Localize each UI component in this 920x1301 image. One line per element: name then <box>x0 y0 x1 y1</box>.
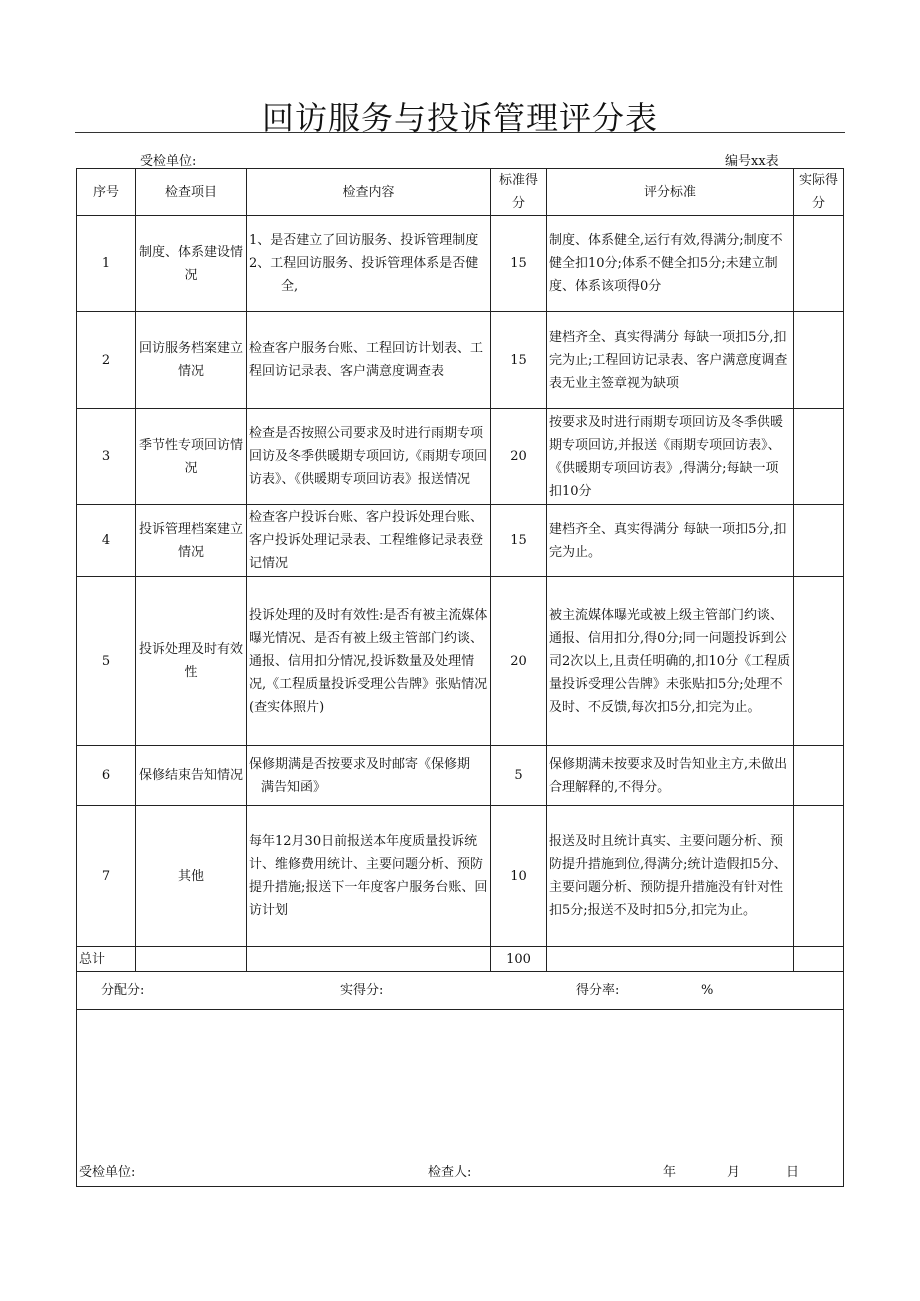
row-seq: 3 <box>77 409 136 505</box>
header-content: 检查内容 <box>247 169 491 216</box>
month-label: 月 <box>727 1165 741 1180</box>
remarks-row <box>77 1010 844 1187</box>
header-std-score: 标准得分 <box>491 169 547 216</box>
row-score: 15 <box>491 216 547 312</box>
row-content: 投诉处理的及时有效性:是否有被主流媒体曝光情况、是否有被上级主管部门约谈、通报、信用扣分情况,投诉数量及处理情况,《工程质量投诉受理公告牌》张贴情况(查实体照片) <box>247 577 491 746</box>
row-content: 每年12月30日前报送本年度质量投诉统计、维修费用统计、主要问题分析、预防提升措施;报送下一年度客户服务台账、回访计划 <box>247 806 491 947</box>
row-criteria: 建档齐全、真实得满分 每缺一项扣5分,扣完为止。 <box>547 505 794 577</box>
row-score: 15 <box>491 505 547 577</box>
row-seq: 5 <box>77 577 136 746</box>
score-table <box>76 168 844 1187</box>
inspector-label: 检查人: <box>428 1165 472 1180</box>
row-criteria: 制度、体系健全,运行有效,得满分;制度不健全扣10分;体系不健全扣5分;未建立制度、体系该项得0分 <box>547 216 794 312</box>
row-item: 其他 <box>136 806 247 947</box>
footer-unit-label: 受检单位: <box>79 1165 136 1180</box>
inspected-unit-label: 受检单位: <box>140 154 197 169</box>
row-item: 保修结束告知情况 <box>136 746 247 806</box>
row-actual-score[interactable] <box>794 746 844 806</box>
row-criteria: 保修期满未按要求及时告知业主方,未做出合理解释的,不得分。 <box>547 746 794 806</box>
assigned-score-label: 分配分: <box>101 983 145 998</box>
remarks-area[interactable] <box>77 1010 844 1187</box>
score-summary <box>77 972 844 1010</box>
content-line: 1、是否建立了回访服务、投诉管理制度 <box>249 233 479 248</box>
header-row <box>77 169 844 216</box>
row-item: 投诉管理档案建立情况 <box>136 505 247 577</box>
row-content: 检查是否按照公司要求及时进行雨期专项回访及冬季供暖期专项回访,《雨期专项回访表》、《供暖期专项回访表》报送情况 <box>247 409 491 505</box>
header-actual: 实际得分 <box>794 169 844 216</box>
row-actual-score[interactable] <box>794 312 844 409</box>
row-score: 10 <box>491 806 547 947</box>
row-seq: 2 <box>77 312 136 409</box>
row-criteria: 被主流媒体曝光或被上级主管部门约谈、通报、信用扣分,得0分;同一问题投诉到公司2次以上,且责任明确的,扣10分《工程质量投诉受理公告牌》未张贴扣5分;处理不及时、不反馈,每次扣5分,扣完为止。 <box>547 577 794 746</box>
row-actual-score[interactable] <box>794 806 844 947</box>
total-empty <box>136 947 247 972</box>
row-seq: 6 <box>77 746 136 806</box>
total-actual-score[interactable] <box>794 947 844 972</box>
table-row <box>77 577 844 746</box>
total-label: 总计 <box>77 947 136 972</box>
row-content: 检查客户服务台账、工程回访计划表、工程回访记录表、客户满意度调查表 <box>247 312 491 409</box>
total-empty <box>547 947 794 972</box>
row-criteria: 报送及时且统计真实、主要问题分析、预防提升措施到位,得满分;统计造假扣5分、主要问题分析、预防提升措施没有针对性扣5分;报送不及时扣5分,扣完为止。 <box>547 806 794 947</box>
header-item: 检查项目 <box>136 169 247 216</box>
score-summary-row <box>77 972 844 1010</box>
row-seq: 4 <box>77 505 136 577</box>
score-rate-label: 得分率: <box>576 983 620 998</box>
table-row <box>77 409 844 505</box>
title-underline <box>75 132 845 133</box>
day-label: 日 <box>786 1165 800 1180</box>
page-title: 回访服务与投诉管理评分表 <box>261 99 658 137</box>
table-row <box>77 505 844 577</box>
total-score: 100 <box>491 947 547 972</box>
total-row <box>77 947 844 972</box>
row-item: 制度、体系建设情况 <box>136 216 247 312</box>
row-score: 20 <box>491 577 547 746</box>
content-line: 全, <box>281 279 299 294</box>
percent-sign: % <box>701 983 714 998</box>
row-content <box>247 216 491 312</box>
row-content <box>247 746 491 806</box>
row-score: 20 <box>491 409 547 505</box>
row-criteria: 按要求及时进行雨期专项回访及冬季供暖期专项回访,并报送《雨期专项回访表》、《供暖期专项回访表》,得满分;每缺一项扣10分 <box>547 409 794 505</box>
content-line: 保修期满是否按要求及时邮寄《保修期 <box>249 756 471 772</box>
form-number: 编号xx表 <box>725 154 779 169</box>
header-seq: 序号 <box>77 169 136 216</box>
row-score: 5 <box>491 746 547 806</box>
year-label: 年 <box>663 1165 677 1180</box>
row-seq: 1 <box>77 216 136 312</box>
table-row <box>77 216 844 312</box>
row-item: 投诉处理及时有效性 <box>136 577 247 746</box>
row-seq: 7 <box>77 806 136 947</box>
content-line: 2、工程回访服务、投诉管理体系是否健 <box>249 256 479 271</box>
row-actual-score[interactable] <box>794 577 844 746</box>
table-row <box>77 806 844 947</box>
table-row <box>77 746 844 806</box>
total-empty <box>247 947 491 972</box>
table-row <box>77 312 844 409</box>
row-content: 检查客户投诉台账、客户投诉处理台账、客户投诉处理记录表、工程维修记录表登记情况 <box>247 505 491 577</box>
content-line: 满告知函》 <box>261 779 327 795</box>
row-actual-score[interactable] <box>794 409 844 505</box>
row-score: 15 <box>491 312 547 409</box>
row-actual-score[interactable] <box>794 216 844 312</box>
header-criteria: 评分标准 <box>547 169 794 216</box>
row-criteria: 建档齐全、真实得满分 每缺一项扣5分,扣完为止;工程回访记录表、客户满意度调查表无业主签章视为缺项 <box>547 312 794 409</box>
row-item: 季节性专项回访情况 <box>136 409 247 505</box>
row-actual-score[interactable] <box>794 505 844 577</box>
actual-score-label: 实得分: <box>340 983 384 998</box>
row-item: 回访服务档案建立情况 <box>136 312 247 409</box>
